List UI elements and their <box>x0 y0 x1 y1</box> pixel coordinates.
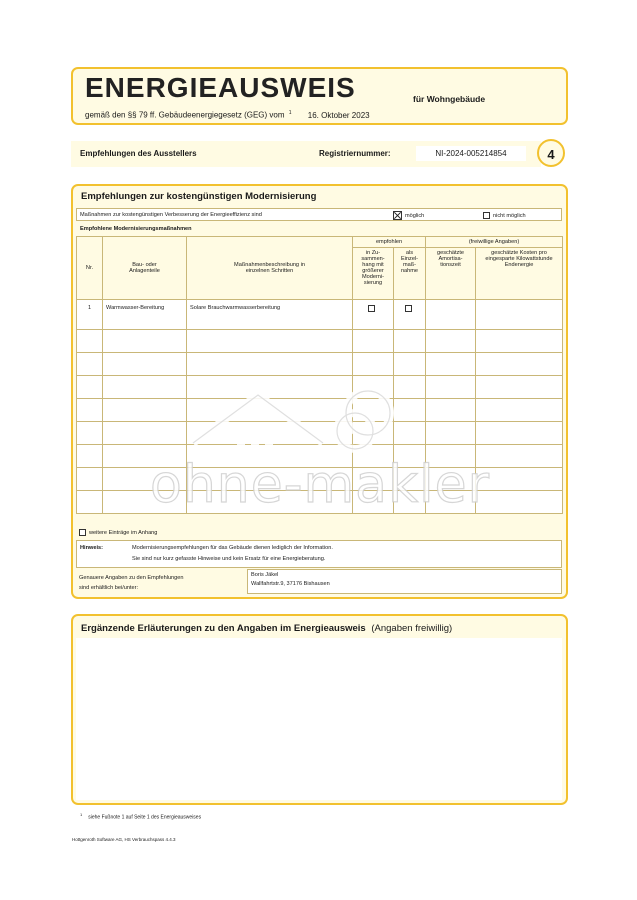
additional-title-suffix: (Angaben freiwillig) <box>371 623 453 634</box>
row-description: Solare Brauchwarmwasserbereitung <box>187 300 353 330</box>
hint-block <box>76 540 562 568</box>
document-title: ENERGIEAUSWEIS <box>85 72 356 103</box>
additional-title-main: Ergänzende Erläuterungen zu den Angaben im Energieausweis <box>81 623 366 634</box>
measures-table-wrap <box>76 236 562 514</box>
additional-content-area <box>76 638 562 800</box>
footnote <box>80 812 201 821</box>
col-single: als Einzel-maß-nahme <box>394 248 426 300</box>
info-bar <box>71 141 541 167</box>
table-row <box>77 353 563 376</box>
registration-number: NI-2024-005214854 <box>416 146 526 161</box>
footnote-mark: 1 <box>80 812 83 817</box>
option-possible-label: möglich <box>405 212 425 219</box>
measures-table <box>76 236 563 514</box>
contact-label <box>79 573 184 593</box>
additional-title <box>81 623 452 634</box>
row-component: Warmwasser-Bereitung <box>103 300 187 330</box>
law-reference <box>85 110 370 120</box>
checkbox-checked-icon[interactable] <box>393 211 402 220</box>
col-combined: in Zu-sammen-hang mit größerer Moderni-sierung <box>353 248 394 300</box>
hint-label: Hinweis: <box>80 545 104 551</box>
contact-label-line-2: sind erhältlich bei/unter: <box>79 585 139 591</box>
option-not-possible[interactable] <box>483 212 526 219</box>
table-row <box>77 468 563 491</box>
option-not-possible-label: nicht möglich <box>493 212 526 219</box>
contact-block <box>76 569 562 594</box>
option-possible[interactable] <box>393 211 424 220</box>
col-optional: (freiwillige Angaben) <box>426 237 563 248</box>
contact-address: Wallfahrtstr.9, 37176 Bishausen <box>251 581 330 587</box>
law-text: gemäß den §§ 79 ff. Gebäudeenergiegesetz (GEG) vom <box>85 110 285 120</box>
section-label: Empfehlungen des Ausstellers <box>80 149 197 158</box>
contact-name: Boris Jäkel <box>251 572 279 578</box>
checkbox-icon[interactable] <box>405 305 412 312</box>
row-costs <box>476 300 563 330</box>
checkbox-icon[interactable] <box>368 305 375 312</box>
more-entries[interactable] <box>79 529 157 536</box>
measures-text: Maßnahmen zur kostengünstigen Verbesserung der Energieeffizienz sind <box>80 212 262 218</box>
law-date: 16. Oktober 2023 <box>307 110 370 120</box>
row-combined-cell <box>353 300 394 330</box>
table-row <box>77 445 563 468</box>
hint-line-2: Sie sind nur kurz gefasste Hinweise und kein Ersatz für eine Energieberatung. <box>132 556 326 562</box>
page-number-badge: 4 <box>537 139 565 167</box>
header-box <box>71 67 568 125</box>
col-nr: Nr. <box>77 237 103 300</box>
recommendations-title: Empfehlungen zur kostengünstigen Modernisierung <box>81 191 317 202</box>
col-component: Bau- oder Anlagenteile <box>103 237 187 300</box>
row-amortization <box>426 300 476 330</box>
measures-row <box>76 208 562 221</box>
recommendations-box <box>71 184 568 599</box>
col-recommended: empfohlen <box>353 237 426 248</box>
software-credit: Hottgenroth Software AG, HS Verbrauchspass 4.4.3 <box>72 837 176 842</box>
more-entries-label: weitere Einträge im Anhang <box>89 529 158 536</box>
law-footnote-mark: 1 <box>288 110 292 116</box>
recommended-measures-label: Empfohlene Modernisierungsmaßnahmen <box>80 226 192 232</box>
document-subtitle: für Wohngebäude <box>413 94 486 104</box>
additional-box <box>71 614 568 805</box>
contact-details <box>247 569 562 594</box>
table-row <box>77 330 563 353</box>
row-nr: 1 <box>77 300 103 330</box>
col-amortization: geschätzte Amortisa-tionszeit <box>426 248 476 300</box>
table-row <box>77 376 563 399</box>
table-row <box>77 300 563 330</box>
registration-label: Registriernummer: <box>319 149 391 158</box>
footnote-text: siehe Fußnote 1 auf Seite 1 des Energieausweises <box>88 814 202 821</box>
contact-label-line-1: Genauere Angaben zu den Empfehlungen <box>79 575 184 581</box>
table-row <box>77 491 563 514</box>
hint-line-1: Modernisierungsempfehlungen für das Gebäude dienen lediglich der Information. <box>132 545 333 551</box>
row-single-cell <box>394 300 426 330</box>
checkbox-icon[interactable] <box>79 529 86 536</box>
table-row <box>77 422 563 445</box>
checkbox-icon[interactable] <box>483 212 490 219</box>
col-costs: geschätzte Kosten pro eingesparte Kilowattstunde Endenergie <box>476 248 563 300</box>
table-row <box>77 399 563 422</box>
col-description: Maßnahmenbeschreibung in einzelnen Schritten <box>187 237 353 300</box>
table-header-row-1 <box>77 237 563 248</box>
watermark-text: ohne-makler <box>150 455 490 515</box>
